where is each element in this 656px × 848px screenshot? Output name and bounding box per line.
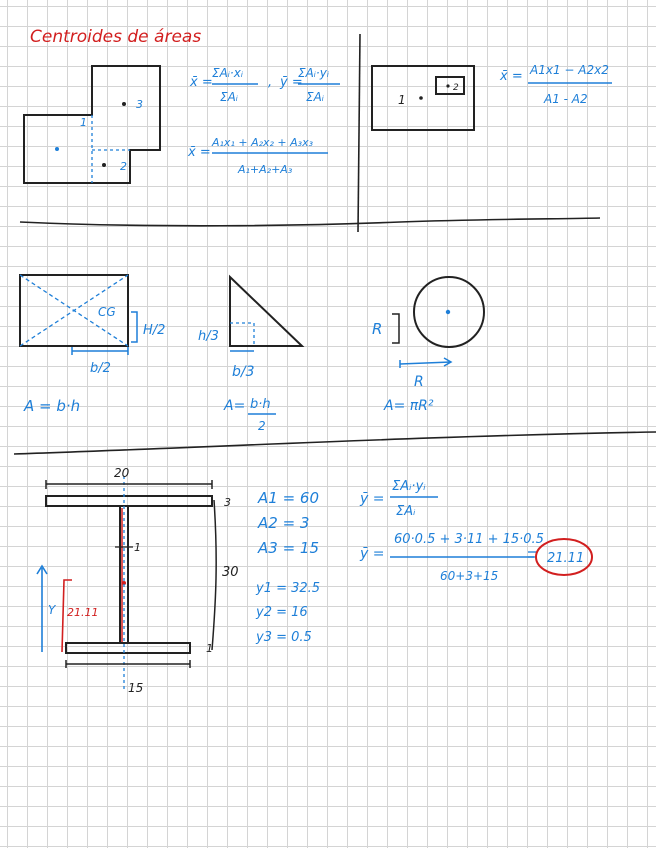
x-formula-den: ΣAᵢ bbox=[220, 90, 238, 104]
y-formula-num: ΣAᵢ·yᵢ bbox=[298, 66, 329, 80]
rect-area: A = b·h bbox=[24, 397, 81, 415]
composite-shape bbox=[24, 66, 160, 183]
circle-r-below: R bbox=[414, 374, 424, 390]
centroid-dot-2 bbox=[102, 163, 106, 167]
hole-rectangle bbox=[436, 77, 464, 94]
horizontal-divider-1 bbox=[20, 218, 600, 226]
y-formula-den: ΣAᵢ bbox=[306, 90, 324, 104]
tri-h-label: h/3 bbox=[198, 329, 219, 344]
y-value-2: y2 = 16 bbox=[256, 605, 308, 620]
tri-b-label: b/3 bbox=[232, 364, 255, 380]
y-axis-label: Y bbox=[48, 603, 56, 617]
hole-label: 2 bbox=[453, 83, 459, 93]
centroid-dot-1 bbox=[55, 147, 59, 151]
beam-height: 30 bbox=[222, 565, 239, 580]
cg-label: CG bbox=[98, 305, 116, 319]
outer-rectangle bbox=[372, 66, 474, 130]
shape-label-3: 3 bbox=[136, 98, 143, 111]
xbar-symbol: x̄ = bbox=[190, 75, 213, 90]
circle-area: A= πR² bbox=[384, 398, 434, 414]
shape-label-1: 1 bbox=[80, 116, 87, 129]
tri-area-lhs: A= bbox=[224, 398, 246, 414]
right-formula-num: A1x1 − A2x2 bbox=[530, 63, 609, 77]
section3-formula-num: ΣAᵢ·yᵢ bbox=[392, 479, 426, 494]
top-width: 20 bbox=[114, 466, 130, 480]
vertical-divider bbox=[358, 34, 360, 232]
section3-formula-den: ΣAᵢ bbox=[396, 504, 416, 519]
web-thickness: 1 bbox=[134, 541, 141, 554]
centroid-dot-3 bbox=[122, 102, 126, 106]
bottom-thickness: 1 bbox=[206, 642, 213, 655]
xbar-symbol-2: x̄ = bbox=[188, 145, 211, 160]
xbar-right: x̄ = bbox=[500, 69, 523, 84]
expanded-num: A₁x₁ + A₂x₂ + A₃x₃ bbox=[212, 136, 313, 149]
ybar-dimension: 21.11 bbox=[67, 606, 99, 619]
circle-r-left: R bbox=[372, 320, 383, 338]
y-value-1: y1 = 32.5 bbox=[256, 581, 321, 596]
calc-num: 60·0.5 + 3·11 + 15·0.5 bbox=[394, 532, 544, 547]
tri-area-den: 2 bbox=[258, 419, 266, 433]
y-value-3: y3 = 0.5 bbox=[256, 630, 312, 645]
calc-den: 60+3+15 bbox=[440, 569, 499, 583]
rect-b-label: b/2 bbox=[90, 361, 111, 376]
shape-label-2: 2 bbox=[120, 160, 127, 173]
i-beam bbox=[46, 496, 212, 653]
rect-h-label: H/2 bbox=[143, 323, 166, 338]
horizontal-divider-2 bbox=[14, 432, 656, 454]
area-2: A2 = 3 bbox=[258, 514, 310, 532]
formula-sep: , bbox=[268, 75, 273, 90]
ybar-symbol-4: ȳ = bbox=[360, 546, 385, 562]
outer-label: 1 bbox=[398, 93, 406, 107]
expanded-den: A₁+A₂+A₃ bbox=[238, 163, 293, 176]
ybar-symbol: ȳ = bbox=[280, 75, 303, 90]
ybar-symbol-3: ȳ = bbox=[360, 491, 385, 507]
triangle-shape bbox=[230, 277, 302, 346]
bottom-width: 15 bbox=[128, 681, 144, 695]
result-value: 21.11 bbox=[547, 551, 585, 566]
page-title: Centroides de áreas bbox=[30, 27, 202, 47]
tri-area-num: b·h bbox=[250, 397, 271, 412]
area-3: A3 = 15 bbox=[258, 539, 319, 557]
x-formula-num: ΣAᵢ·xᵢ bbox=[212, 66, 243, 80]
area-1: A1 = 60 bbox=[258, 489, 319, 507]
top-thickness: 3 bbox=[224, 496, 231, 509]
right-formula-den: A1 - A2 bbox=[544, 92, 588, 106]
